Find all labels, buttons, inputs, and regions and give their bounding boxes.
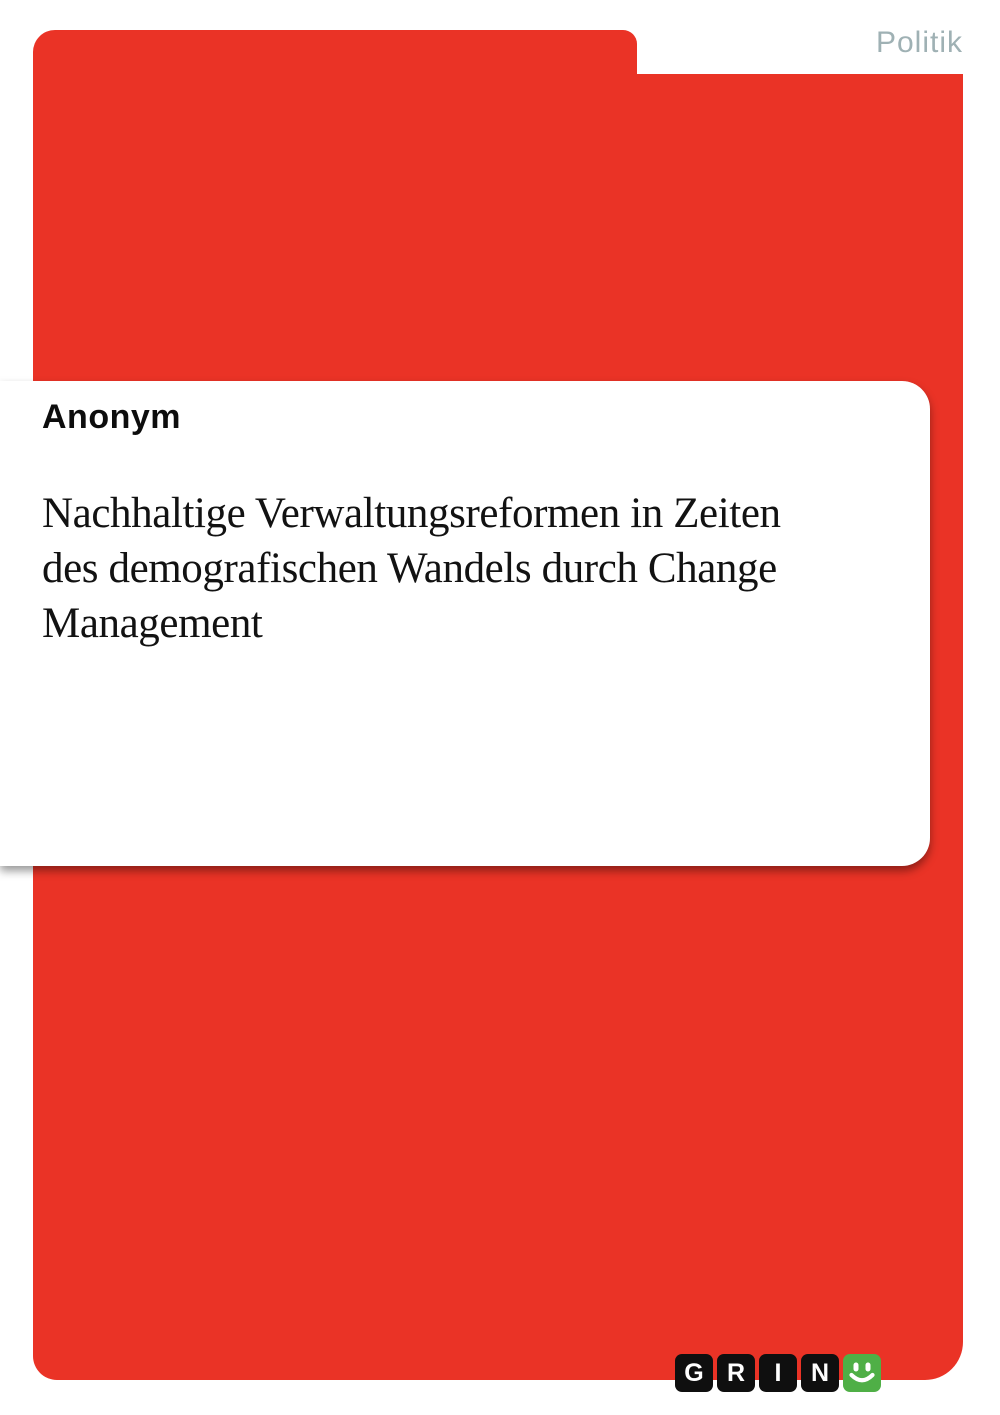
red-panel-tab: [33, 30, 637, 78]
logo-letter: N: [810, 1358, 830, 1387]
logo-letter: I: [774, 1358, 782, 1387]
book-title: [42, 486, 900, 651]
logo-letter-r: [717, 1354, 755, 1392]
category-label: Politik: [875, 26, 963, 59]
title-line: Nachhaltige Verwaltungsreformen in Zeiten: [42, 490, 781, 537]
title-line: des demografischen Wandels durch Change: [42, 545, 777, 592]
grin-logo: [675, 1354, 881, 1392]
title-card: [0, 381, 930, 866]
logo-letter-n: [801, 1354, 839, 1392]
author-name: Anonym: [42, 398, 181, 436]
logo-letter: G: [684, 1358, 704, 1387]
logo-letter-g: [675, 1354, 713, 1392]
logo-letter-i: [759, 1354, 797, 1392]
title-line: Management: [42, 600, 263, 647]
smiley-icon: [843, 1354, 881, 1392]
logo-letter: R: [726, 1358, 746, 1387]
